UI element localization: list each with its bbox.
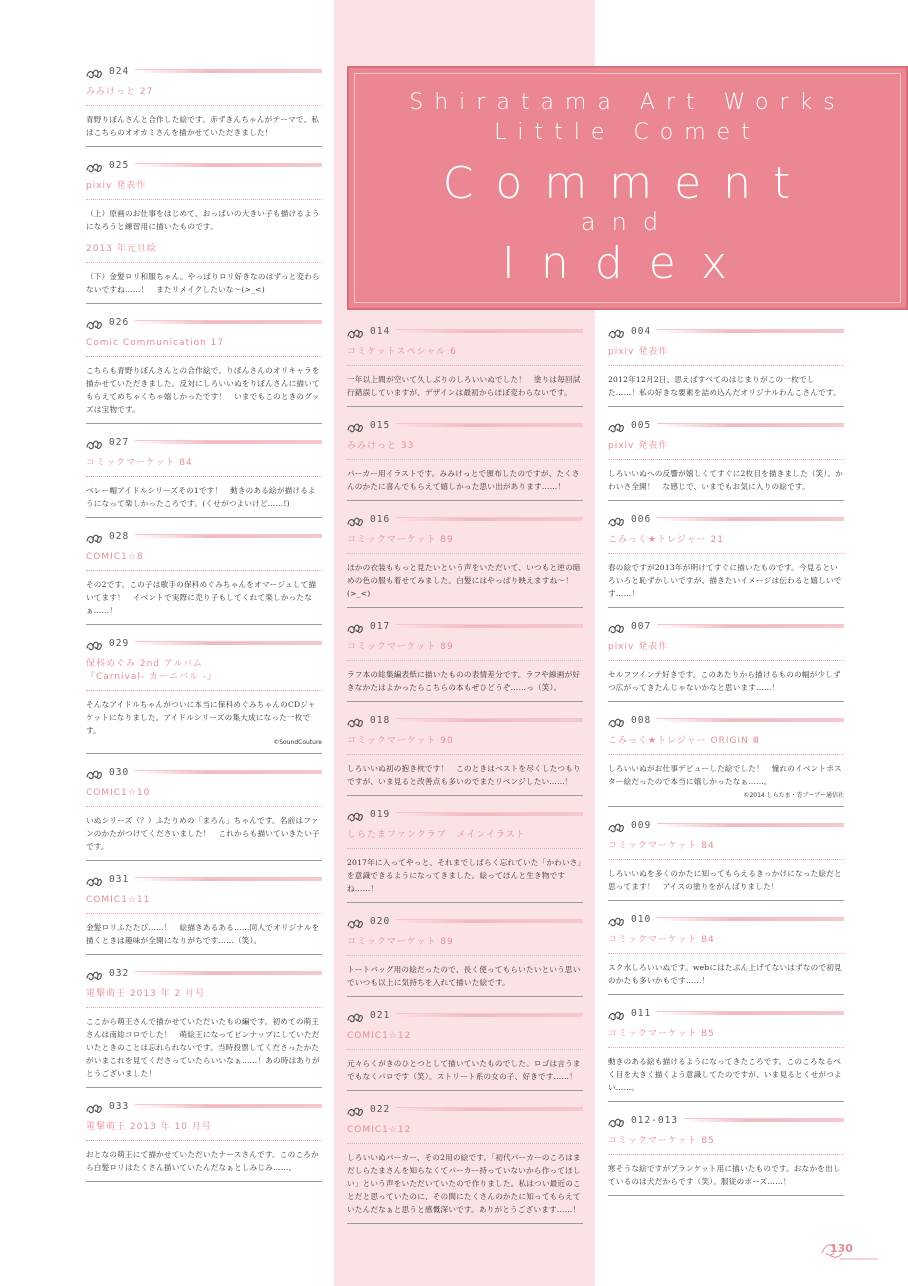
entry-number: 005 xyxy=(631,419,652,431)
entry-number: 032 xyxy=(109,967,130,979)
entry-description: ここから萌王さんで描かせていただいたもの編です。初めての萌王さんは南総コロでした！ 萌絵王になってピンナップにしていただいたときのことは忘れられないです。当時投票してくださったかたがいまこれを見てくださっていたらいいなぁ……！あの時はありがとうございました！ xyxy=(86,1017,320,1078)
entry-number: 004 xyxy=(631,325,652,337)
fleuron-ornament-icon xyxy=(608,1007,625,1019)
fleuron-ornament-icon xyxy=(347,1103,364,1115)
header-rule xyxy=(135,971,322,975)
entry-header xyxy=(347,1006,583,1024)
entry-header xyxy=(347,416,583,434)
entry-header xyxy=(608,910,844,928)
title-line-1: Shiratama Art Works xyxy=(409,90,846,115)
entry-number: 031 xyxy=(109,873,130,885)
header-rule xyxy=(135,877,322,881)
entry-event-name: pixiv 発表作 xyxy=(608,434,844,460)
column-middle xyxy=(347,322,583,1233)
index-entry xyxy=(86,763,322,861)
title-line-2: Little Comet xyxy=(494,120,761,145)
entry-event-name: COMIC1☆11 xyxy=(86,888,322,914)
entry-number: 020 xyxy=(370,915,391,927)
entry-header xyxy=(608,711,844,729)
entry-header xyxy=(86,1097,322,1115)
entry-header xyxy=(608,1004,844,1022)
entry-number: 025 xyxy=(109,159,130,171)
fleuron-ornament-icon xyxy=(86,316,103,328)
header-rule xyxy=(396,812,583,816)
entry-event-name: コミケットスペシャル 6 xyxy=(347,340,583,366)
entry-event-name: こみっく★トレジャー 21 xyxy=(608,528,844,554)
title-line-3: Comment xyxy=(442,158,813,209)
header-rule xyxy=(396,919,583,923)
entry-event-name: pixiv 発表作 xyxy=(608,635,844,661)
fleuron-ornament-icon xyxy=(347,714,364,726)
index-entry xyxy=(347,1100,583,1224)
entry-description: （上）原画のお仕事をはじめて、おっぱいの大きい子も描けるようになろうと練習用に描いたものです。 xyxy=(86,209,320,231)
fleuron-ornament-icon xyxy=(86,436,103,448)
entry-event-name: Comic Communication 17 xyxy=(86,331,322,357)
fleuron-ornament-icon xyxy=(608,513,625,525)
entry-event-name: コミックマーケット 89 xyxy=(347,930,583,956)
entry-description: しろいいぬを多くのかたに知ってもらえるきっかけになった絵だと思ってます！ アイスの塗りをがんばりました！ xyxy=(608,869,842,891)
entry-event-name: COMIC1☆10 xyxy=(86,781,322,807)
entry-header xyxy=(608,617,844,635)
entry-number: 026 xyxy=(109,316,130,328)
fleuron-ornament-icon xyxy=(86,967,103,979)
header-rule xyxy=(135,770,322,774)
entry-description: ベレー帽アイドルシリーズその1です！ 動きのある絵が描けるようになって楽しかったころです。(くせがつよいけど……!) xyxy=(86,486,316,508)
index-entry xyxy=(608,711,844,807)
entry-event-name: pixiv 発表作 xyxy=(86,174,322,200)
entry-header xyxy=(347,617,583,635)
entry-header xyxy=(347,510,583,528)
entry-event-name: 保科めぐみ 2nd アルバム 『Carnival- カーニバル -』 xyxy=(86,652,322,691)
entry-event-name: コミックマーケット 84 xyxy=(86,451,322,477)
entry-header xyxy=(608,816,844,834)
header-rule xyxy=(396,1107,583,1111)
entry-header xyxy=(347,1100,583,1118)
title-line-5: Index xyxy=(501,238,754,289)
entry-event-name: COMIC1☆12 xyxy=(347,1118,583,1144)
fleuron-ornament-icon xyxy=(608,913,625,925)
header-rule xyxy=(657,423,844,427)
entry-header xyxy=(608,416,844,434)
entry-header xyxy=(86,527,322,545)
index-entry xyxy=(86,634,322,754)
entry-description: 一年以上間が空いて久しぶりのしろいいぬでした！ 塗りは毎回試行錯誤していますが、デザインは最初からほぼ変わらないです。 xyxy=(347,375,581,397)
header-rule xyxy=(135,1104,322,1108)
entry-number: 006 xyxy=(631,513,652,525)
title-line-4: and xyxy=(580,208,675,236)
entry-header xyxy=(608,322,844,340)
entry-header xyxy=(86,62,322,80)
header-rule xyxy=(135,440,322,444)
index-entry xyxy=(608,510,844,608)
header-rule xyxy=(396,718,583,722)
entry-header xyxy=(86,433,322,451)
fleuron-ornament-icon xyxy=(608,419,625,431)
entry-description: （下）金髪ロリ和服ちゃん。やっぱりロリ好きなのはずっと変わらないですね……！ またリメイクしたいな～(>_<) xyxy=(86,272,320,294)
entry-number: 033 xyxy=(109,1100,130,1112)
entry-number: 008 xyxy=(631,714,652,726)
header-rule xyxy=(657,823,844,827)
entry-number: 017 xyxy=(370,620,391,632)
index-entry xyxy=(608,617,844,702)
entry-event-name: みみけっと 27 xyxy=(86,80,322,106)
entry-header xyxy=(86,870,322,888)
entry-event-name: コミックマーケット 90 xyxy=(347,729,583,755)
fleuron-ornament-icon xyxy=(86,1100,103,1112)
entry-header xyxy=(347,912,583,930)
header-rule xyxy=(657,329,844,333)
entry-description: ほかの衣装ももっと見たいという声をいただいて、いつもと逆の暗めの色の服も着せてみました。白髪にはやっぱり映えますね～！(>_<) xyxy=(347,563,581,598)
entry-description: 2017年に入ってやっと、それまでしばらく忘れていた「かわいさ」を意識できるようになってきました。絵ってほんと生き物ですね……！ xyxy=(347,858,582,893)
index-entry xyxy=(86,527,322,625)
header-rule xyxy=(135,163,322,167)
entry-description: 元々らくがきのひとつとして描いていたものでした。ロゴは言うまでもなくパロです（笑）。ストリート系の女の子、好きです……！ xyxy=(347,1059,581,1081)
entry-event-name: コミックマーケット 85 xyxy=(608,1129,844,1155)
header-rule xyxy=(135,534,322,538)
index-entry xyxy=(347,510,583,608)
header-rule xyxy=(657,1011,844,1015)
entry-number: 024 xyxy=(109,65,130,77)
entry-description: しろいいぬパーカー、その2用の絵です。「初代パーカーのころはまだしらたまさんを知らなくてパーカー持っていないから作ってほしい」という声をいただいていたので作りました。私はつい最近のことだと思っていたのに、その間にたくさんのかたに知ってもらえていたんだなぁと思うと感慨深いです。ありがとうございます……！ xyxy=(347,1153,581,1214)
fleuron-ornament-icon xyxy=(347,1009,364,1021)
index-entry xyxy=(347,1006,583,1091)
index-entry xyxy=(86,62,322,147)
entry-number: 009 xyxy=(631,819,652,831)
fleuron-ornament-icon xyxy=(608,819,625,831)
index-entry xyxy=(347,711,583,796)
entry-description: こちらも青野りぼんさんとの合作絵で、りぼんさんのオリキャラを描かせていただきました。反対にしろいいぬをりぼんさんに描いてもらえてめちゃくちゃ嬉しかったです！ いまでもこのときのグッズは宝物です。 xyxy=(86,366,320,414)
header-rule xyxy=(657,517,844,521)
entry-event-name: 電撃萌王 2013 年 2 月号 xyxy=(86,982,322,1008)
column-left xyxy=(86,62,322,1191)
title-banner xyxy=(347,66,908,310)
header-rule xyxy=(657,718,844,722)
index-entry xyxy=(86,1097,322,1182)
header-rule xyxy=(657,917,844,921)
fleuron-ornament-icon xyxy=(86,637,103,649)
entry-header xyxy=(608,510,844,528)
entry-event-name: COMIC1☆12 xyxy=(347,1024,583,1050)
entry-number: 011 xyxy=(631,1007,652,1019)
entry-description: 動きのある絵も描けるようになってきたころです。このころなるべく目を大きく描くよう意識してたのですが、いま見るとくせがつよい……。 xyxy=(608,1057,842,1092)
entry-event-name: コミックマーケット 84 xyxy=(608,928,844,954)
entry-header xyxy=(86,634,322,652)
header-rule xyxy=(684,1118,844,1122)
fleuron-ornament-icon xyxy=(608,714,625,726)
index-entry xyxy=(608,1004,844,1102)
header-rule xyxy=(135,69,322,73)
fleuron-ornament-icon xyxy=(608,325,625,337)
entry-description: トートバッグ用の絵だったので、長く使ってもらいたいという思いでいつも以上に気持ちを入れて描いた絵です。 xyxy=(347,965,581,987)
index-entry xyxy=(608,416,844,501)
fleuron-ornament-icon xyxy=(86,530,103,542)
entry-header xyxy=(86,156,322,174)
entry-header xyxy=(347,711,583,729)
entry-event-name: 2013 年元旦絵 xyxy=(86,233,322,263)
fleuron-ornament-icon xyxy=(347,620,364,632)
entry-description: いぬシリーズ（？）ふたりめの「まろん」ちゃんです。名前はファンのかたがつけてくださいました！ これからも描いていきたい子です。 xyxy=(86,816,320,851)
index-entry xyxy=(86,313,322,424)
entry-description: そんなアイドルちゃんがついに本当に保科めぐみちゃんのCDジャケットになりました。アイドルシリーズの集大成になった一枚です。 xyxy=(86,700,316,735)
index-entry xyxy=(347,322,583,407)
fleuron-ornament-icon xyxy=(86,766,103,778)
entry-event-name: こみっく★トレジャー ORIGIN Ⅲ xyxy=(608,729,844,755)
entry-number: 018 xyxy=(370,714,391,726)
entry-event-name: COMIC1☆8 xyxy=(86,545,322,571)
entry-header xyxy=(347,322,583,340)
fleuron-ornament-icon xyxy=(86,65,103,77)
index-entry xyxy=(86,433,322,518)
entry-header xyxy=(86,964,322,982)
entry-description: パーカー用イラストです。みみけっとで頒布したのですが、たくさんのかたに喜んでもらえて嬉しかった思い出があります……！ xyxy=(347,469,580,491)
entry-description: 寒そうな絵ですがブランケット用に描いたものです。おなかを出しているのは犬だからです（笑）。服従のポーズ……！ xyxy=(608,1164,841,1186)
entry-description: その2です。この子は歌手の保科めぐみちゃんをオマージュして描いてます！ イベントで実際に売り子もしてくれて楽しかったなぁ……！ xyxy=(86,580,317,615)
entry-number: 007 xyxy=(631,620,652,632)
fleuron-ornament-icon xyxy=(347,419,364,431)
entry-number: 027 xyxy=(109,436,130,448)
entry-event-name: コミックマーケット 89 xyxy=(347,635,583,661)
column-right xyxy=(608,322,844,1205)
fleuron-ornament-icon xyxy=(608,1114,625,1126)
index-entry xyxy=(86,964,322,1088)
index-entry xyxy=(608,1111,844,1196)
header-rule xyxy=(135,320,322,324)
index-entry xyxy=(347,617,583,702)
fleuron-ornament-icon xyxy=(608,620,625,632)
entry-number: 016 xyxy=(370,513,391,525)
entry-number: 015 xyxy=(370,419,391,431)
index-entry xyxy=(347,805,583,903)
header-rule xyxy=(396,517,583,521)
entry-description: ラフ本の総集編表紙に描いたものの表情差分です。ラフや線画が好きなかたはよかったらこちらの本もぜひどうぞ……っ（笑）。 xyxy=(347,670,581,692)
entry-event-name: しらたまファンクラブ メインイラスト xyxy=(347,823,583,849)
entry-description: 2012年12月2日、思えばすべてのはじまりがこの一枚でした……！私の好きな要素を詰め込んだオリジナルわんこさんです。 xyxy=(608,375,841,397)
entry-event-name: みみけっと 33 xyxy=(347,434,583,460)
header-rule xyxy=(396,423,583,427)
entry-description: 春の絵ですが2013年が明けてすぐに描いたものです。今見るといろいろと恥ずかしいですが、描きたいイメージは伝わると嬉しいです……！ xyxy=(608,563,842,598)
fleuron-ornament-icon xyxy=(347,808,364,820)
entry-number: 014 xyxy=(370,325,391,337)
index-entry xyxy=(86,870,322,955)
entry-header xyxy=(608,1111,844,1129)
entry-number: 021 xyxy=(370,1009,391,1021)
entry-description: 青野りぼんさんと合作した絵です。赤ずきんちゃんがテーマで、私はこちらのオオカミさんを描かせていただきました！ xyxy=(86,115,320,137)
entry-number: 022 xyxy=(370,1103,391,1115)
copyright-credit: ©2014 しらたま・青ブーブー通信社 xyxy=(743,792,844,799)
fleuron-ornament-icon xyxy=(347,915,364,927)
entry-description: 金髪ロリふたたび……！ 絵描きあるある……同人でオリジナルを描くときは趣味が全開になりがちです……（笑）。 xyxy=(86,923,320,945)
page-number: 130 xyxy=(830,1242,853,1255)
fleuron-ornament-icon xyxy=(347,325,364,337)
copyright-credit: ©SoundCouture xyxy=(273,739,322,746)
entry-header xyxy=(86,313,322,331)
fleuron-ornament-icon xyxy=(86,873,103,885)
index-entry xyxy=(86,156,322,304)
entry-description: スク水しろいいぬです。webにはたぶん上げてないはずなので初見のかたも多いかもです……！ xyxy=(608,963,842,985)
entry-number: 030 xyxy=(109,766,130,778)
header-rule xyxy=(135,641,322,645)
entry-event-name: コミックマーケット 89 xyxy=(347,528,583,554)
entry-number: 010 xyxy=(631,913,652,925)
entry-description: しろいいぬがお仕事デビューした絵でした！ 憧れのイベントポスター絵だったので本当に嬉しかったなぁ……。 xyxy=(608,764,842,786)
entry-event-name: 電撃萌王 2013 年 10 月号 xyxy=(86,1115,322,1141)
entry-event-name: コミックマーケット 85 xyxy=(608,1022,844,1048)
entry-number: 019 xyxy=(370,808,391,820)
entry-description: しろいいぬへの反響が嬉しくてすぐに2枚目を描きました（笑）。かわいさ全開！ な感じで、いまでもお気に入りの絵です。 xyxy=(608,469,844,491)
entry-header xyxy=(86,763,322,781)
entry-description: おとなの萌王にて描かせていただいたナースさんです。このころから白髪ロリはたくさん描いていたんだなぁとしみじみ……。 xyxy=(86,1150,319,1172)
entry-description: しろいいぬ初の抱き枕です！ このときはベストを尽くしたつもりですが、いま見ると改善点も多いのでまたリベンジしたい……！ xyxy=(347,764,581,786)
entry-number: 012-013 xyxy=(631,1114,679,1126)
header-rule xyxy=(396,624,583,628)
entry-number: 029 xyxy=(109,637,130,649)
entry-description: セルフツインテ好きです。このあたりから描けるものの幅が少しずつ広がってきたんじゃないかなと思います……！ xyxy=(608,670,841,692)
index-entry xyxy=(608,816,844,901)
entry-event-name: コミックマーケット 84 xyxy=(608,834,844,860)
fleuron-ornament-icon xyxy=(347,513,364,525)
header-rule xyxy=(396,1013,583,1017)
index-entry xyxy=(347,416,583,501)
entry-number: 028 xyxy=(109,530,130,542)
index-entry xyxy=(608,910,844,995)
entry-event-name: pixiv 発表作 xyxy=(608,340,844,366)
index-entry xyxy=(347,912,583,997)
entry-header xyxy=(347,805,583,823)
index-entry xyxy=(608,322,844,407)
header-rule xyxy=(657,624,844,628)
header-rule xyxy=(396,329,583,333)
fleuron-ornament-icon xyxy=(86,159,103,171)
